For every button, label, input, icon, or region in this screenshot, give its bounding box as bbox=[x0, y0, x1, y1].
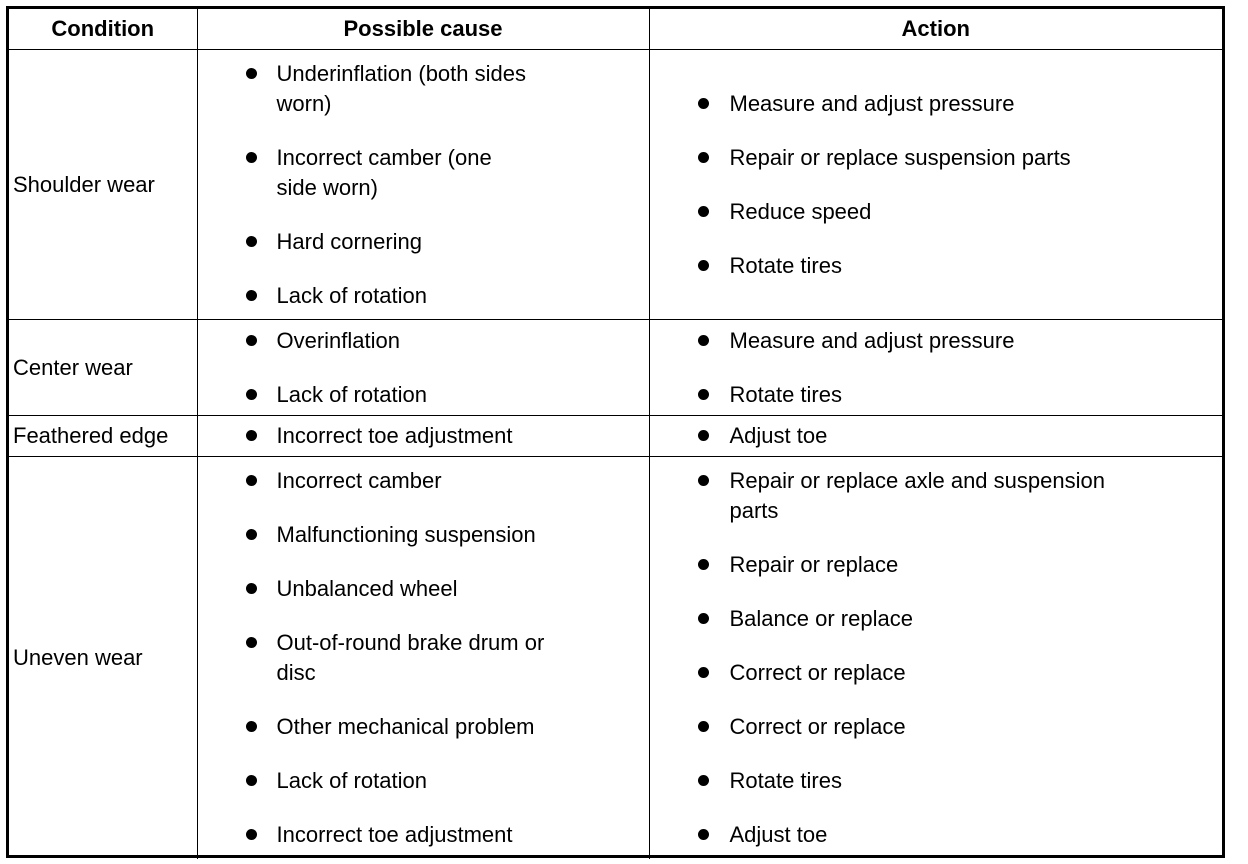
list-item bbox=[198, 380, 649, 410]
action-text: Rotate tires bbox=[729, 252, 842, 278]
list-item bbox=[650, 604, 1223, 634]
list-item bbox=[198, 628, 587, 688]
action-list bbox=[650, 326, 1223, 410]
table-row bbox=[9, 416, 1222, 457]
list-item bbox=[198, 326, 649, 356]
list-item bbox=[650, 766, 1223, 796]
list-item bbox=[650, 197, 1223, 227]
action-text: Correct or replace bbox=[729, 713, 906, 739]
list-item bbox=[650, 380, 1223, 410]
bullet-icon bbox=[698, 430, 709, 441]
bullet-icon bbox=[246, 68, 257, 79]
cause-text: Lack of rotation bbox=[276, 381, 427, 407]
list-item bbox=[198, 421, 649, 451]
bullet-icon bbox=[246, 236, 257, 247]
bullet-icon bbox=[246, 775, 257, 786]
action-cell bbox=[649, 416, 1222, 457]
action-list bbox=[650, 421, 1223, 451]
list-item bbox=[650, 550, 1223, 580]
list-item bbox=[650, 89, 1223, 119]
bullet-icon bbox=[246, 475, 257, 486]
header-action: Action bbox=[649, 9, 1222, 50]
list-item bbox=[650, 820, 1223, 850]
action-text: Balance or replace bbox=[729, 605, 913, 631]
cause-text: Overinflation bbox=[276, 327, 401, 353]
cause-cell bbox=[197, 457, 649, 859]
list-item bbox=[650, 143, 1223, 173]
bullet-icon bbox=[246, 389, 257, 400]
bullet-icon bbox=[246, 430, 257, 441]
bullet-icon bbox=[698, 775, 709, 786]
cause-cell bbox=[197, 416, 649, 457]
bullet-icon bbox=[698, 260, 709, 271]
tire-wear-table-frame bbox=[6, 6, 1225, 858]
list-item bbox=[198, 59, 557, 119]
bullet-icon bbox=[246, 721, 257, 732]
bullet-icon bbox=[698, 335, 709, 346]
list-item bbox=[198, 227, 649, 257]
action-text: Rotate tires bbox=[729, 767, 842, 793]
action-cell bbox=[649, 320, 1222, 416]
table-row bbox=[9, 50, 1222, 320]
header-possible-cause: Possible cause bbox=[197, 9, 649, 50]
action-text: Repair or replace axle and suspension parts bbox=[729, 467, 1105, 523]
bullet-icon bbox=[698, 206, 709, 217]
list-item bbox=[198, 281, 649, 311]
header-row bbox=[9, 9, 1222, 50]
cause-list bbox=[198, 59, 649, 311]
bullet-icon bbox=[246, 152, 257, 163]
bullet-icon bbox=[246, 529, 257, 540]
cause-text: Hard cornering bbox=[276, 228, 423, 254]
condition-cell: Shoulder wear bbox=[9, 50, 197, 320]
bullet-icon bbox=[698, 98, 709, 109]
cause-cell bbox=[197, 50, 649, 320]
list-item bbox=[198, 820, 649, 850]
cause-text: Incorrect toe adjustment bbox=[276, 821, 513, 847]
bullet-icon bbox=[698, 559, 709, 570]
bullet-icon bbox=[246, 290, 257, 301]
table-row bbox=[9, 457, 1222, 859]
bullet-icon bbox=[246, 583, 257, 594]
header-condition: Condition bbox=[9, 9, 197, 50]
bullet-icon bbox=[698, 829, 709, 840]
condition-cell: Feathered edge bbox=[9, 416, 197, 457]
list-item bbox=[650, 326, 1223, 356]
action-text: Adjust toe bbox=[729, 821, 828, 847]
cause-text: Incorrect camber (one side worn) bbox=[276, 144, 492, 200]
list-item bbox=[650, 421, 1223, 451]
cause-text: Unbalanced wheel bbox=[276, 575, 458, 601]
list-item bbox=[198, 143, 557, 203]
bullet-icon bbox=[246, 335, 257, 346]
cause-list bbox=[198, 326, 649, 410]
action-text: Repair or replace suspension parts bbox=[729, 144, 1071, 170]
condition-cell: Center wear bbox=[9, 320, 197, 416]
bullet-icon bbox=[246, 637, 257, 648]
action-text: Reduce speed bbox=[729, 198, 872, 224]
action-list bbox=[650, 466, 1223, 850]
list-item bbox=[198, 520, 649, 550]
cause-text: Lack of rotation bbox=[276, 282, 427, 308]
cause-text: Lack of rotation bbox=[276, 767, 427, 793]
list-item bbox=[198, 766, 649, 796]
bullet-icon bbox=[698, 613, 709, 624]
condition-cell: Uneven wear bbox=[9, 457, 197, 859]
cause-text: Out-of-round brake drum or disc bbox=[276, 629, 545, 685]
bullet-icon bbox=[246, 829, 257, 840]
cause-list bbox=[198, 421, 649, 451]
action-text: Adjust toe bbox=[729, 423, 828, 448]
bullet-icon bbox=[698, 721, 709, 732]
cause-text: Other mechanical problem bbox=[276, 713, 535, 739]
action-text: Rotate tires bbox=[729, 381, 842, 407]
cause-text: Incorrect camber bbox=[276, 467, 442, 493]
action-list bbox=[650, 89, 1223, 281]
list-item bbox=[198, 466, 649, 496]
cause-cell bbox=[197, 320, 649, 416]
cause-text: Underinflation (both sides worn) bbox=[276, 60, 526, 116]
action-text: Correct or replace bbox=[729, 659, 906, 685]
cause-list bbox=[198, 466, 649, 850]
action-text: Repair or replace bbox=[729, 551, 899, 577]
action-text: Measure and adjust pressure bbox=[729, 327, 1015, 353]
list-item bbox=[650, 712, 1223, 742]
list-item bbox=[198, 574, 649, 604]
bullet-icon bbox=[698, 389, 709, 400]
list-item bbox=[650, 658, 1223, 688]
action-cell bbox=[649, 457, 1222, 859]
list-item bbox=[198, 712, 649, 742]
list-item bbox=[650, 466, 1180, 526]
list-item bbox=[650, 251, 1223, 281]
action-cell bbox=[649, 50, 1222, 320]
cause-text: Malfunctioning suspension bbox=[276, 521, 536, 547]
table-row bbox=[9, 320, 1222, 416]
cause-text: Incorrect toe adjustment bbox=[276, 423, 513, 448]
tire-wear-table bbox=[9, 9, 1222, 859]
action-text: Measure and adjust pressure bbox=[729, 90, 1015, 116]
bullet-icon bbox=[698, 667, 709, 678]
bullet-icon bbox=[698, 152, 709, 163]
bullet-icon bbox=[698, 475, 709, 486]
